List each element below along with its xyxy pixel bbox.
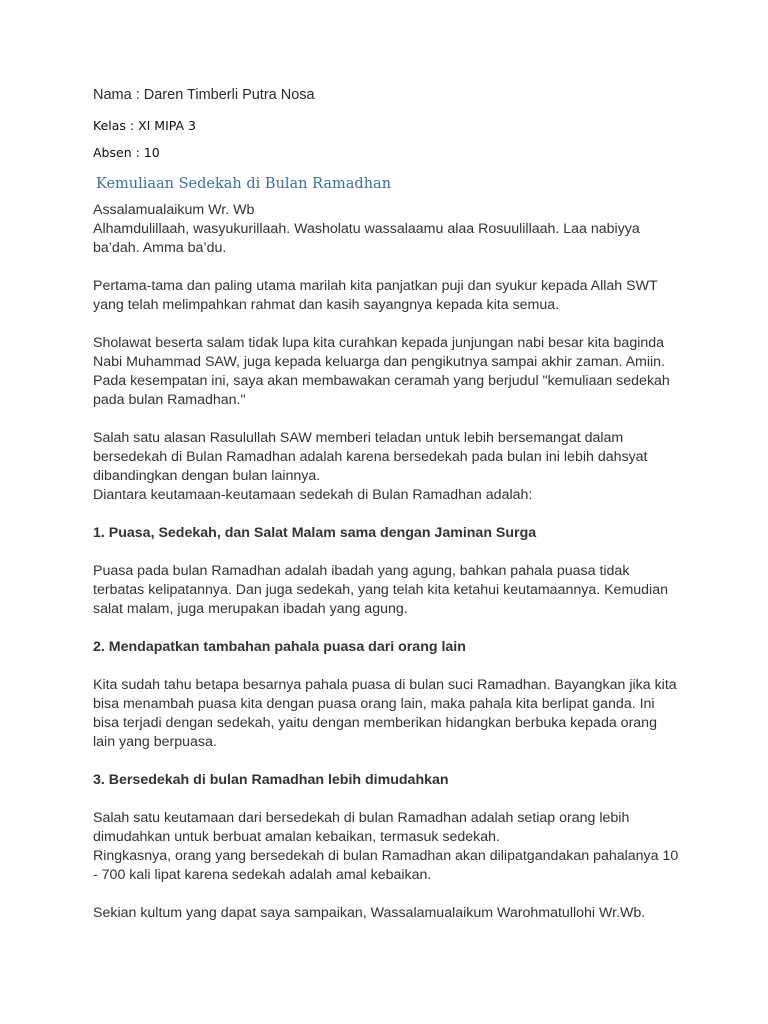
text-line: - 700 kali lipat karena sedekah adalah amal kebaikan. <box>93 867 432 883</box>
text-line: Kita sudah tahu betapa besarnya pahala puasa di bulan suci Ramadhan. Bayangkan jika kita <box>93 677 677 693</box>
document-page <box>93 86 683 942</box>
text-line: Diantara keutamaan-keutamaan sedekah di Bulan Ramadhan adalah: <box>93 487 533 503</box>
text-line: Assalamualaikum Wr. Wb <box>93 202 255 218</box>
text-line: lain yang berpuasa. <box>93 734 217 750</box>
text-line: bisa menambah puasa kita dengan puasa orang lain, maka pahala kita berlipat ganda. Ini <box>93 696 655 712</box>
section-heading-3: 3. Bersedekah di bulan Ramadhan lebih dimudahkan <box>93 772 449 788</box>
text-line: Sholawat beserta salam tidak lupa kita curahkan kepada junjungan nabi besar kita baginda <box>93 335 665 351</box>
text-line: yang telah melimpahkan rahmat dan kasih sayangnya kepada kita semua. <box>93 297 560 313</box>
paragraph-closing <box>93 904 683 923</box>
student-class: Kelas : XI MIPA 3 <box>93 118 196 133</box>
text-line: Puasa pada bulan Ramadhan adalah ibadah yang agung, bahkan pahala puasa tidak <box>93 563 630 579</box>
paragraph-reason <box>93 429 683 505</box>
paragraph-sholawat <box>93 334 683 410</box>
student-number: Absen : 10 <box>93 145 160 160</box>
text-line: dibandingkan dengan bulan lainnya. <box>93 468 321 484</box>
paragraph-section-3 <box>93 809 683 885</box>
text-line: Nabi Muhammad SAW, juga kepada keluarga dan pengikutnya sampai akhir zaman. Amiin. <box>93 354 666 370</box>
text-line: bersedekah di Bulan Ramadhan adalah karena bersedekah pada bulan ini lebih dahsyat <box>93 449 648 465</box>
paragraph-greeting <box>93 201 683 258</box>
text-line: Alhamdulillaah, wasyukurillaah. Washolatu wassalaamu alaa Rosuulillaah. Laa nabiyya <box>93 221 640 237</box>
paragraph-section-1 <box>93 562 683 619</box>
text-line: pada bulan Ramadhan." <box>93 392 246 408</box>
text-line: Salah satu keutamaan dari bersedekah di bulan Ramadhan adalah setiap orang lebih <box>93 810 630 826</box>
text-line: ba’dah. Amma ba’du. <box>93 240 227 256</box>
text-line: Ringkasnya, orang yang bersedekah di bulan Ramadhan akan dilipatgandakan pahalanya 10 <box>93 848 679 864</box>
text-line: Salah satu alasan Rasulullah SAW memberi teladan untuk lebih bersemangat dalam <box>93 430 624 446</box>
student-name: Nama : Daren Timberli Putra Nosa <box>93 87 315 103</box>
text-line: bisa terjadi dengan sedekah, yaitu dengan memberikan hidangkan berbuka kepada orang <box>93 715 657 731</box>
text-line: terbatas kelipatannya. Dan juga sedekah, yang telah kita ketahui keutamaannya. Kemudian <box>93 582 668 598</box>
text-line: salat malam, juga merupakan ibadah yang agung. <box>93 601 408 617</box>
text-line: Pertama-tama dan paling utama marilah kita panjatkan puji dan syukur kepada Allah SWT <box>93 278 658 294</box>
text-line: Pada kesempatan ini, saya akan membawakan ceramah yang berjudul "kemuliaan sedekah <box>93 373 670 389</box>
text-line: Sekian kultum yang dapat saya sampaikan, Wassalamualaikum Warohmatullohi Wr.Wb. <box>93 905 646 921</box>
paragraph-section-2 <box>93 676 683 752</box>
section-heading-1: 1. Puasa, Sedekah, dan Salat Malam sama dengan Jaminan Surga <box>93 525 537 541</box>
section-heading-2: 2. Mendapatkan tambahan pahala puasa dari orang lain <box>93 639 466 655</box>
document-title: Kemuliaan Sedekah di Bulan Ramadhan <box>96 176 392 192</box>
text-line: dimudahkan untuk berbuat amalan kebaikan, termasuk sedekah. <box>93 829 500 845</box>
paragraph-gratitude <box>93 277 683 315</box>
